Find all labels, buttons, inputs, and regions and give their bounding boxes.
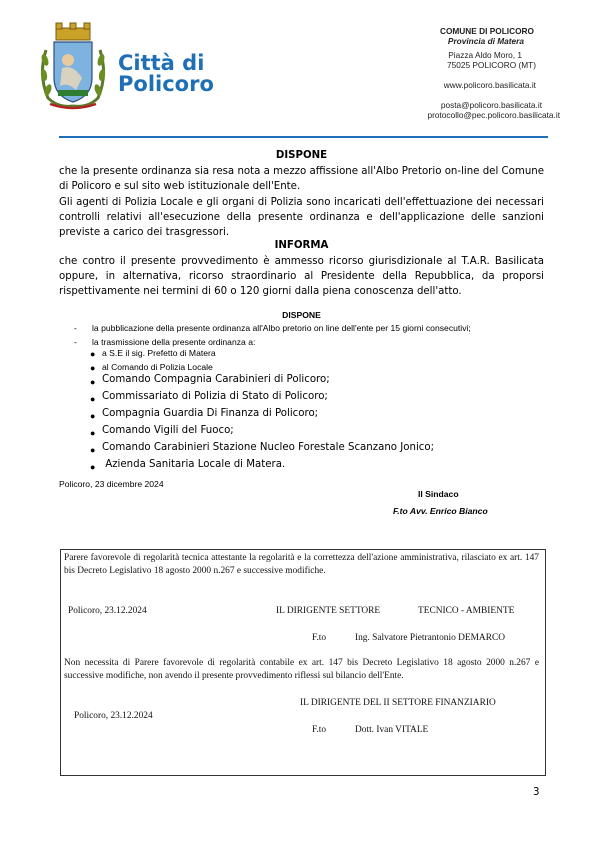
address-line-1: Piazza Aldo Moro, 1 [448,50,522,60]
address-line-2: 75025 POLICORO (MT) [447,60,536,70]
bullet-marker: ● [90,411,96,421]
dash-marker: - [74,337,77,347]
dispone-paragraph: che la presente ordinanza sia resa nota a mezzo affissione all'Albo Pretorio on-line del Comune di Policoro e sul sito web istituzionale dell'Ente. [59,166,544,193]
recipient-item: Commissariato di Polizia di Stato di Policoro; [102,391,328,402]
agents-paragraph: Gli agenti di Polizia Locale e gli organi di Polizia sono incaricati dell'effettuazione dei necessari controlli relativi all'esecuzione della presente ordinanza e dell'applicazione delle sanzioni previste a carico dei trasgressori. [59,197,544,239]
logo-text-citta-di: Città di [118,51,205,75]
city-crest-logo [38,20,108,112]
place-date: Policoro, 23 dicembre 2024 [59,479,164,489]
accounting-date: Policoro, 23.12.2024 [74,711,153,721]
bullet-marker: ● [90,428,96,438]
recipient-item: Compagnia Guardia Di Finanza di Policoro; [102,408,319,419]
logo-text-policoro: Policoro [118,72,214,96]
header-divider [59,136,548,138]
technical-opinion-date: Policoro, 23.12.2024 [68,606,147,616]
accounting-role: IL DIRIGENTE DEL II SETTORE FINANZIARIO [300,698,496,708]
bullet-marker: ● [90,394,96,404]
comune-name: COMUNE DI POLICORO [439,26,534,36]
signer-name: F.to Avv. Enrico Bianco [393,506,488,516]
technical-opinion-text: Parere favorevole di regolarità tecnica attestante la regolarità e la correttezza dell'azione amministrativa, rilasciato ex art. 147 bis Decreto Legislativo 18 agosto 2000 n.267 e successive modifiche. [64,553,539,576]
dash-item-publication: la pubblicazione della presente ordinanza all'Albo pretorio on line dell'ente per 15 giorni consecutivi; [92,323,471,333]
accounting-fto: F.to [312,725,327,735]
recipient-item: al Comando di Polizia Locale [102,362,213,372]
bullet-marker: ● [90,462,96,472]
recipient-item: Comando Carabinieri Stazione Nucleo Forestale Scanzano Jonico; [102,442,435,453]
technical-signer-name: Ing. Salvatore Pietrantonio DEMARCO [355,633,505,643]
dispone-heading-1: DISPONE [275,150,328,161]
technical-fto: F.to [312,633,327,643]
technical-role-b: TECNICO - AMBIENTE [418,606,515,616]
dash-marker: - [74,323,77,333]
recipient-item: Azienda Sanitaria Locale di Matera. [102,459,286,470]
accounting-opinion-text: Non necessita di Parere favorevole di regolarità contabile ex art. 147 bis Decreto Legislativo 18 agosto 2000 n.267 e successive modifiche, non avendo il presente provvedimento riflessi sul bilancio dell'Ente. [64,658,539,681]
bullet-marker: ● [90,349,96,359]
signer-title: Il Sindaco [418,489,459,499]
website-link[interactable]: www.policoro.basilicata.it [443,80,536,90]
informa-paragraph: che contro il presente provvedimento è ammesso ricorso giurisdizionale al T.A.R. Basilicata oppure, in alternativa, ricorso straordinario al Presidente della Repubblica, da proporsi rispettivamente nei termini di 60 o 120 giorni dalla piena conoscenza dell'atto. [59,256,544,298]
recipient-item: Comando Vigili del Fuoco; [102,425,234,436]
accounting-signer-name: Dott. Ivan VITALE [355,725,429,735]
technical-role-a: IL DIRIGENTE SETTORE [276,606,381,616]
recipient-item: Comando Compagnia Carabinieri di Policoro; [102,374,330,385]
email-link[interactable]: posta@policoro.basilicata.it [440,100,542,110]
provincia-label: Provincia di Matera [447,36,524,46]
recipient-item: a S.E il sig. Prefetto di Matera [102,348,216,358]
dispone-heading-2: DISPONE [282,310,321,320]
page-number: 3 [533,787,540,798]
bullet-marker: ● [90,377,96,387]
pec-email-link[interactable]: protocollo@pec.policoro.basilicata.it [427,110,560,120]
bullet-marker: ● [90,445,96,455]
bullet-marker: ● [90,363,96,373]
informa-heading: INFORMA [274,240,329,251]
dash-item-transmission: la trasmissione della presente ordinanza a: [92,337,256,347]
